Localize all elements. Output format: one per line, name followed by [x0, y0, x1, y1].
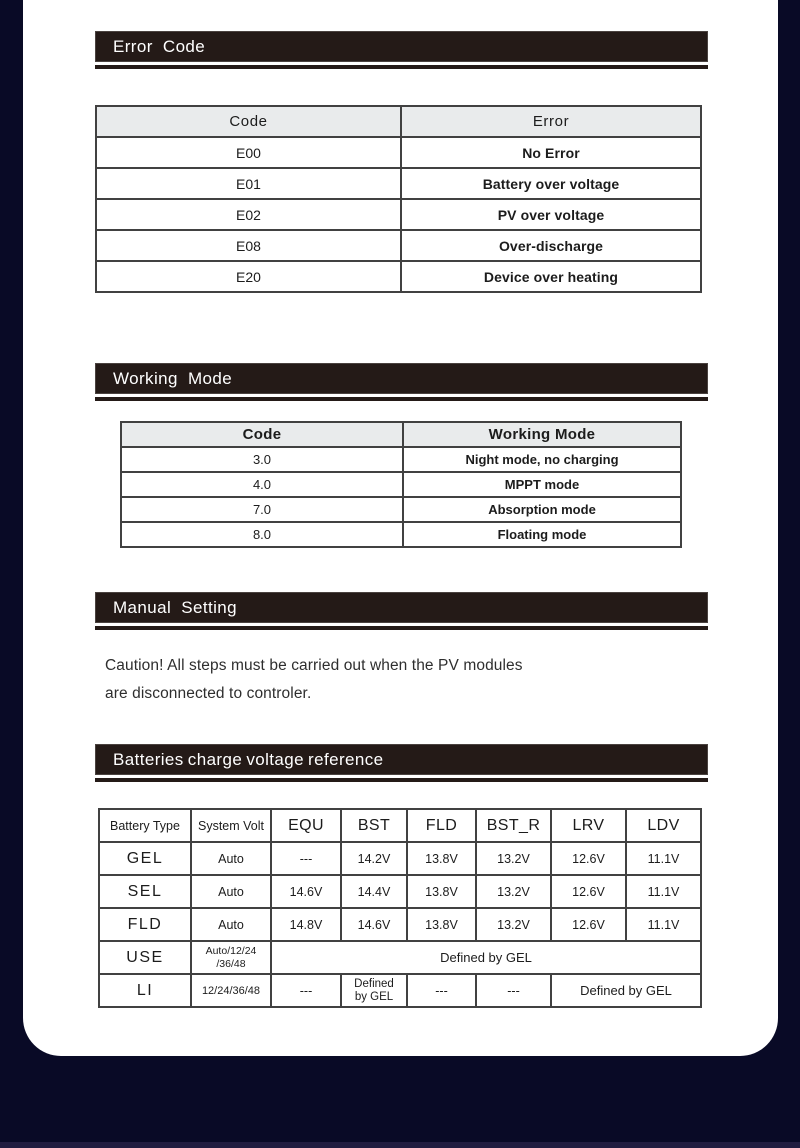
cell-error: No Error: [401, 137, 701, 168]
caution-text: [105, 652, 523, 707]
cell-bst: 14.2V: [341, 842, 407, 875]
cell-system-volt: [191, 941, 271, 974]
cell-error: PV over voltage: [401, 199, 701, 230]
cell-mode: Absorption mode: [403, 497, 681, 522]
caution-line: Caution! All steps must be carried out when the PV modules: [105, 657, 523, 674]
table-header-row: [96, 106, 701, 137]
section-title: Manual Setting: [113, 597, 238, 617]
section-title: Error Code: [113, 36, 206, 56]
table-row-li: [99, 974, 701, 1007]
table-row: [96, 261, 701, 292]
cell-battery-type: USE: [99, 941, 191, 974]
bst-line: Defined: [354, 977, 394, 990]
cell-defined-by-gel: Defined by GEL: [271, 941, 701, 974]
table-row: [96, 168, 701, 199]
table-header-row: [99, 809, 701, 842]
cell-bst: 14.4V: [341, 875, 407, 908]
cell-code: 3.0: [121, 447, 403, 472]
cell-fld: 13.8V: [407, 908, 476, 941]
cell-code: 4.0: [121, 472, 403, 497]
table-row: [121, 522, 681, 547]
header-cell: EQU: [271, 809, 341, 842]
cell-battery-type: GEL: [99, 842, 191, 875]
table-row: [96, 199, 701, 230]
cell-code: E20: [96, 261, 401, 292]
table-row-fld: [99, 908, 701, 941]
table-row: [121, 497, 681, 522]
header-cell: Code: [121, 422, 403, 447]
bottom-edge-strip: [0, 1142, 800, 1148]
cell-system-volt: Auto: [191, 875, 271, 908]
battery-voltage-table: [98, 808, 702, 1008]
section-underline: [95, 65, 708, 69]
cell-bst-r: 13.2V: [476, 908, 551, 941]
header-cell: LRV: [551, 809, 626, 842]
section-title-bar: [95, 31, 708, 62]
table-row: [121, 447, 681, 472]
cell-bst: 14.6V: [341, 908, 407, 941]
cell-ldv: 11.1V: [626, 842, 701, 875]
cell-code: E08: [96, 230, 401, 261]
cell-system-volt: Auto: [191, 908, 271, 941]
cell-bst-r: ---: [476, 974, 551, 1007]
cell-fld: ---: [407, 974, 476, 1007]
cell-equ: ---: [271, 842, 341, 875]
cell-code: 7.0: [121, 497, 403, 522]
section-underline: [95, 626, 708, 630]
cell-mode: Night mode, no charging: [403, 447, 681, 472]
cell-lrv: 12.6V: [551, 842, 626, 875]
system-volt-line: /36/48: [216, 957, 246, 970]
header-cell: Code: [96, 106, 401, 137]
section-title-bar: [95, 592, 708, 623]
header-cell: Battery Type: [99, 809, 191, 842]
section-title-bar: [95, 744, 708, 775]
section-battery-reference: [95, 744, 708, 782]
cell-equ: ---: [271, 974, 341, 1007]
error-code-table: [95, 105, 702, 293]
header-cell: BST: [341, 809, 407, 842]
caution-line: are disconnected to controler.: [105, 684, 312, 702]
cell-mode: MPPT mode: [403, 472, 681, 497]
cell-error: Over-discharge: [401, 230, 701, 261]
cell-ldv: 11.1V: [626, 875, 701, 908]
section-title: Working Mode: [113, 368, 233, 388]
table-row: [121, 472, 681, 497]
header-cell: Error: [401, 106, 701, 137]
section-working-mode: [95, 363, 708, 401]
table-row-use: [99, 941, 701, 974]
cell-defined-by-gel: Defined by GEL: [551, 974, 701, 1007]
cell-equ: 14.6V: [271, 875, 341, 908]
cell-bst-r: 13.2V: [476, 842, 551, 875]
table-header-row: [121, 422, 681, 447]
table-row-gel: [99, 842, 701, 875]
table-row: [96, 137, 701, 168]
cell-equ: 14.8V: [271, 908, 341, 941]
header-cell: FLD: [407, 809, 476, 842]
header-cell: Working Mode: [403, 422, 681, 447]
section-title: Batteries charge voltage reference: [113, 749, 384, 769]
cell-system-volt: 12/24/36/48: [191, 974, 271, 1007]
cell-battery-type: FLD: [99, 908, 191, 941]
bst-line: by GEL: [354, 990, 394, 1003]
cell-code: E01: [96, 168, 401, 199]
section-underline: [95, 778, 708, 782]
cell-system-volt: Auto: [191, 842, 271, 875]
cell-lrv: 12.6V: [551, 875, 626, 908]
cell-code: E00: [96, 137, 401, 168]
section-error-code: [95, 31, 708, 69]
cell-code: E02: [96, 199, 401, 230]
section-underline: [95, 397, 708, 401]
header-cell: System Volt: [191, 809, 271, 842]
cell-mode: Floating mode: [403, 522, 681, 547]
cell-code: 8.0: [121, 522, 403, 547]
working-mode-table: [120, 421, 682, 548]
cell-bst: [341, 974, 407, 1007]
cell-battery-type: SEL: [99, 875, 191, 908]
cell-error: Battery over voltage: [401, 168, 701, 199]
cell-bst-r: 13.2V: [476, 875, 551, 908]
table-row: [96, 230, 701, 261]
cell-lrv: 12.6V: [551, 908, 626, 941]
cell-ldv: 11.1V: [626, 908, 701, 941]
cell-fld: 13.8V: [407, 842, 476, 875]
header-cell: LDV: [626, 809, 701, 842]
cell-fld: 13.8V: [407, 875, 476, 908]
section-manual-setting: [95, 592, 708, 630]
header-cell: BST_R: [476, 809, 551, 842]
cell-battery-type: LI: [99, 974, 191, 1007]
section-title-bar: [95, 363, 708, 394]
system-volt-line: Auto/12/24: [205, 944, 257, 957]
cell-error: Device over heating: [401, 261, 701, 292]
table-row-sel: [99, 875, 701, 908]
